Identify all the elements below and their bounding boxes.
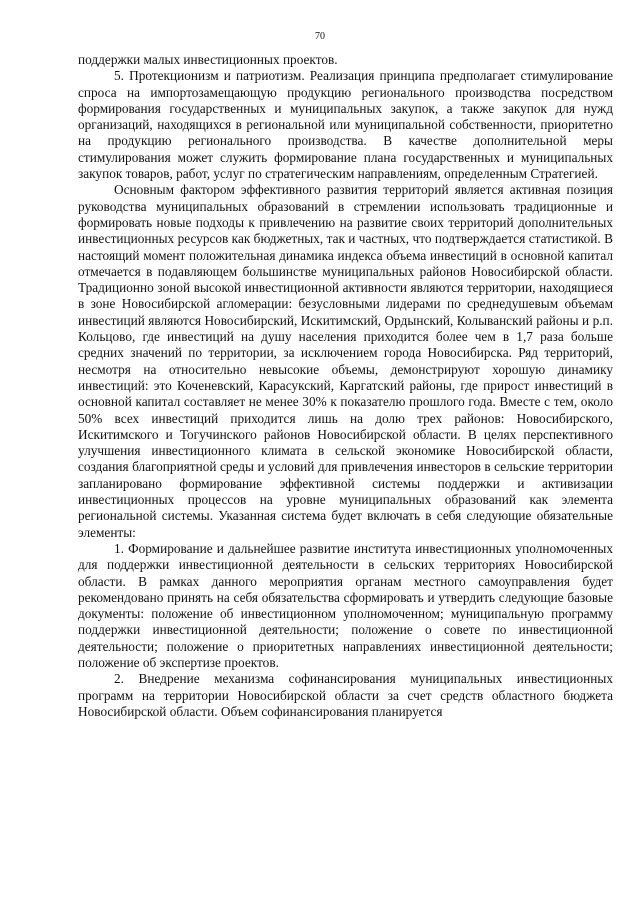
paragraph-item-1: 1. Формирование и дальнейшее развитие института инвестиционных уполномоченных для поддержки инвестиционной деятельности в сельских территориях Новосибирской области. В рамках данного мероприятия органам местного самоуправления будет рекомендовано принять на себя обязательства сформировать и утвердить следующие базовые документы: положение об инвестиционном уполномоченном; муниципальную программу поддержки инвестиционной деятельности; положение о совете по инвестиционной деятельности; положение о приоритетных направлениях инвестиционной деятельности; положение об экспертизе проектов.: [78, 540, 613, 670]
paragraph-protectionism: 5. Протекционизм и патриотизм. Реализация принципа предполагает стимулирование спроса на импортозамещающую продукцию регионального производства посредством формирования государственных и муниципальных закупок, а также закупок для нужд организаций, находящихся в региональной или муниципальной собственности, приоритетно на продукцию регионального производства. В качестве дополнительной меры стимулирования может служить формирование плана государственных и муниципальных закупок товаров, работ, услуг по стратегическим направлениям, определенным Стратегией.: [78, 68, 613, 182]
page-number: 70: [315, 31, 325, 42]
paragraph-continuation: поддержки малых инвестиционных проектов.: [78, 52, 338, 67]
document-body: [78, 52, 613, 720]
paragraph-item-2: 2. Внедрение механизма софинансирования муниципальных инвестиционных программ на территории Новосибирской области за счет средств областного бюджета Новосибирской области. Объем софинансирования планируется: [78, 671, 613, 719]
paragraph-main-factor: Основным фактором эффективного развития территорий является активная позиция руководства муниципальных образований в стремлении использовать традиционные и формировать новые подходы к привлечению на развитие своих территорий дополнительных инвестиционных ресурсов как бюджетных, так и частных, что подтверждается статистикой. В настоящий момент положительная динамика индекса объема инвестиций в основной капитал отмечается в подавляющем большинстве муниципальных районов Новосибирской области. Традиционно зоной высокой инвестиционной активности являются территории, находящиеся в зоне Новосибирской агломерации: безусловными лидерами по среднедушевым объемам инвестиций являются Новосибирский, Искитимский, Ордынский, Колыванский районы и р.п. Кольцово, где инвестиций на душу населения приходится более чем в 1,7 раза больше средних значений по территории, за исключением города Новосибирска. Ряд территорий, несмотря на относительно невысокие объемы, демонстрируют хорошую динамику инвестиций: это Коченевский, Карасукский, Каргатский районы, где прирост инвестиций в основной капитал составляет не менее 30% к показателю прошлого года. Вместе с тем, около 50% всех инвестиций приходится лишь на долю трех районов: Новосибирского, Искитимского и Тогучинского районов Новосибирской области. В целях перспективного улучшения инвестиционного климата в сельской экономике Новосибирской области, создания благоприятной среды и условий для привлечения инвесторов в сельские территории запланировано формирование эффективной системы поддержки и активизации инвестиционных процессов на уровне муниципальных образований как элемента региональной системы. Указанная система будет включать в себя следующие обязательные элементы:: [78, 182, 613, 540]
